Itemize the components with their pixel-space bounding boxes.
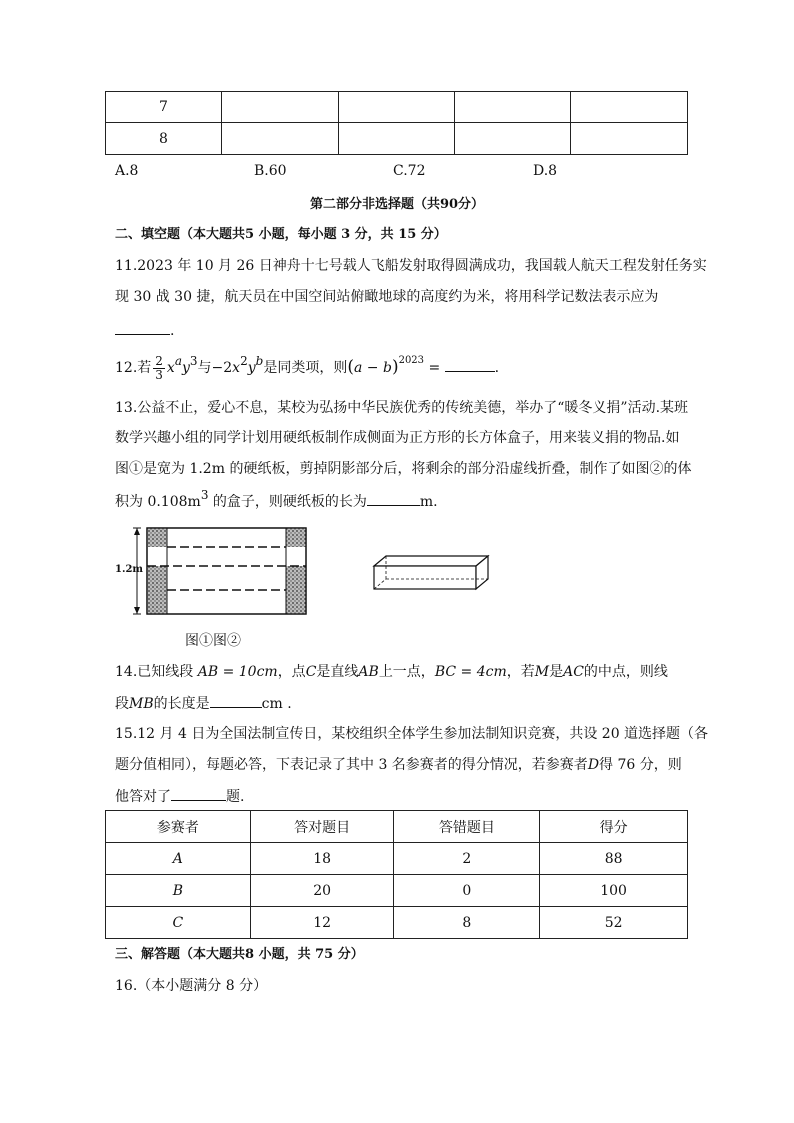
q13-line1: 13.公益不止，爱心不息，某校为弘扬中华民族优秀的传统美德，举办了“暖冬义捐”活动.某班 — [115, 400, 689, 416]
answer-blank — [445, 357, 495, 372]
table-row — [106, 92, 688, 123]
option-b: B.60 — [254, 163, 287, 179]
figure-2-box — [368, 552, 493, 594]
q14-line1: 14.已知线段 AB = 10cm，点C是直线AB上一点，BC = 4cm，若M是AC的中点，则线 — [115, 664, 668, 680]
score-table — [105, 810, 688, 939]
q15-line3: 他答对了 题. — [115, 786, 695, 807]
answer-blank — [171, 786, 226, 801]
option-d: D.8 — [533, 163, 558, 179]
column-header: 答错题目 — [394, 811, 540, 843]
option-a: A.8 — [115, 163, 139, 179]
q13-line4: 积为 0.108m3 的盒子，则硬纸板的长为 m. — [115, 488, 438, 510]
q13-line3: 图①是宽为 1.2m 的硬纸板，剪掉阴影部分后，将剩余的部分沿虚线折叠，制作了如图②的体 — [115, 461, 692, 477]
q13-line2: 数学兴趣小组的同学计划用硬纸板制作成侧面为正方形的长方体盒子，用来装义捐的物品.如 — [115, 430, 680, 446]
q15-line2: 题分值相同），每题必答，下表记录了其中 3 名参赛者的得分情况，若参赛者D得 76 分，则 — [115, 757, 682, 773]
row-label: 8 — [106, 123, 222, 155]
section2-title: 二、填空题（本大题共5 小题，每小题 3 分，共 15 分） — [115, 227, 447, 242]
option-c: C.72 — [393, 163, 426, 179]
table-row — [106, 123, 688, 155]
figure-caption: 图①图② — [185, 633, 241, 649]
answer-blank — [115, 320, 170, 335]
q11-line3: . — [115, 320, 695, 341]
column-header: 答对题目 — [250, 811, 394, 843]
q11-line2: 现 30 战 30 捷，航天员在中国空间站俯瞰地球的高度约为米，将用科学记数法表示应为 — [115, 289, 659, 305]
row-label: 7 — [106, 92, 222, 123]
table-header-row — [106, 811, 688, 843]
table-row: B 20 0 100 — [106, 875, 688, 907]
table-row: C 12 8 52 — [106, 907, 688, 939]
top-table — [105, 91, 688, 155]
width-label: 1.2m — [115, 564, 143, 575]
fraction: $\frac{2}{3}$ — [155, 353, 163, 382]
q11-line1: 11.2023 年 10 月 26 日神舟十七号载人飞船发射取得圆满成功，我国载人航天工程发射任务实 — [115, 258, 707, 274]
answer-blank — [367, 491, 420, 506]
part2-title: 第二部分非选择题（共90分） — [309, 197, 485, 212]
q16-title: 16.（本小题满分 8 分） — [115, 978, 268, 994]
section3-title: 三、解答题（本大题共8 小题，共 75 分） — [115, 947, 364, 962]
q14-line2: 段MB的长度是 cm . — [115, 693, 695, 714]
column-header: 得分 — [540, 811, 688, 843]
q15-line1: 15.12 月 4 日为全国法制宣传日，某校组织全体学生参加法制知识竞赛，共设 20 道选择题（各 — [115, 726, 709, 742]
table-row: A 18 2 88 — [106, 843, 688, 875]
answer-blank — [210, 693, 262, 708]
column-header: 参赛者 — [106, 811, 251, 843]
q12-line: 12.若 $\frac{2}{3}$ xay3与−2x2yb是同类项，则$(a - b)^{2023}$ = . — [115, 353, 500, 382]
